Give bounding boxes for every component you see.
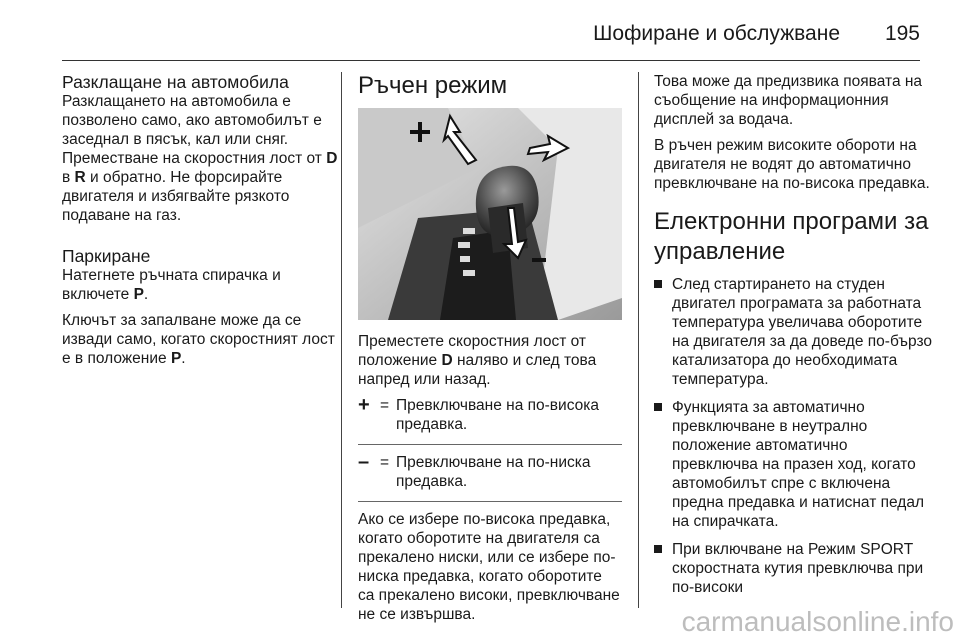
high-rpm-paragraph: В ръчен режим високите обороти на двигателя не водят до автоматично превключване на по-висока предавка. [654,137,930,192]
legend-downshift-text: Превключване на по-ниска предавка. [396,454,591,490]
ignition-key-paragraph: Ключът за запалване може да се извади само, когато скоростният лост е в положение P. [62,312,335,367]
legend-upshift-text: Превключване на по-висока предавка. [396,397,599,433]
bullet-square-icon [654,280,662,288]
section-heading-rocking: Разклащане на автомобила [62,72,289,92]
page-number: 195 [884,22,920,45]
legend-downshift: – = Превключване на по-ниска предавка. [358,453,622,502]
column-middle [358,72,622,631]
gear-lever-illustration [358,108,622,320]
section-title-manual-mode: Ръчен режим [358,72,508,99]
column-divider [341,72,342,608]
column-right [654,72,934,606]
manual-mode-paragraph: Преместете скоростния лост от положение D наляво и след това напред или назад. [358,333,597,388]
section-heading-parking: Паркиране [62,246,151,266]
list-item: След стартирането на студен двигател програмата за работната температура увеличава оборотите на двигателя за да доведе по-бързо катализатора до необходимата температура. [654,275,934,389]
rocking-paragraph: Разклащането на автомобила е позволено само, ако автомобилът е заседнал в пясък, кал или сняг. Преместване на скоростния лост от D в R и обратно. Не форсирайте двигателя и избягвайте рязкото подаване на газ. [62,93,338,224]
parking-paragraph: Натегнете ръчната спирачка и включете P. [62,267,281,303]
programs-list [654,275,934,597]
bullet-square-icon [654,545,662,553]
driver-info-paragraph: Това може да предизвика появата на съобщение на информационния дисплей за водача. [654,73,923,128]
watermark: carmanualsonline.info [681,606,954,637]
column-divider [638,72,639,608]
shift-limit-paragraph: Ако се избере по-висока предавка, когато оборотите на двигателя са прекалено ниски, или се избере по-ниска предавка, когато оборотите са прекалено високи, превключване не се извършва. [358,511,620,623]
plus-icon: + [358,394,370,416]
list-item: Функцията за автоматично превключване в неутрално положение автоматично превключва на празен ход, когато автомобилът спре с включена предна предавка и натиснат педал на спирачката. [654,398,934,531]
header-title: Шофиране и обслужване [593,22,840,45]
column-left [62,72,338,375]
minus-icon: – [358,451,370,473]
gear-lever-photo [358,108,622,320]
page-header [62,0,920,61]
list-item: При включване на Режим SPORT скоростната кутия превключва при по-високи [654,540,934,597]
bullet-square-icon [654,403,662,411]
section-title-electronic-programs: Електронни програми за управление [654,208,929,265]
legend-upshift: + = Превключване на по-висока предавка. [358,396,622,445]
